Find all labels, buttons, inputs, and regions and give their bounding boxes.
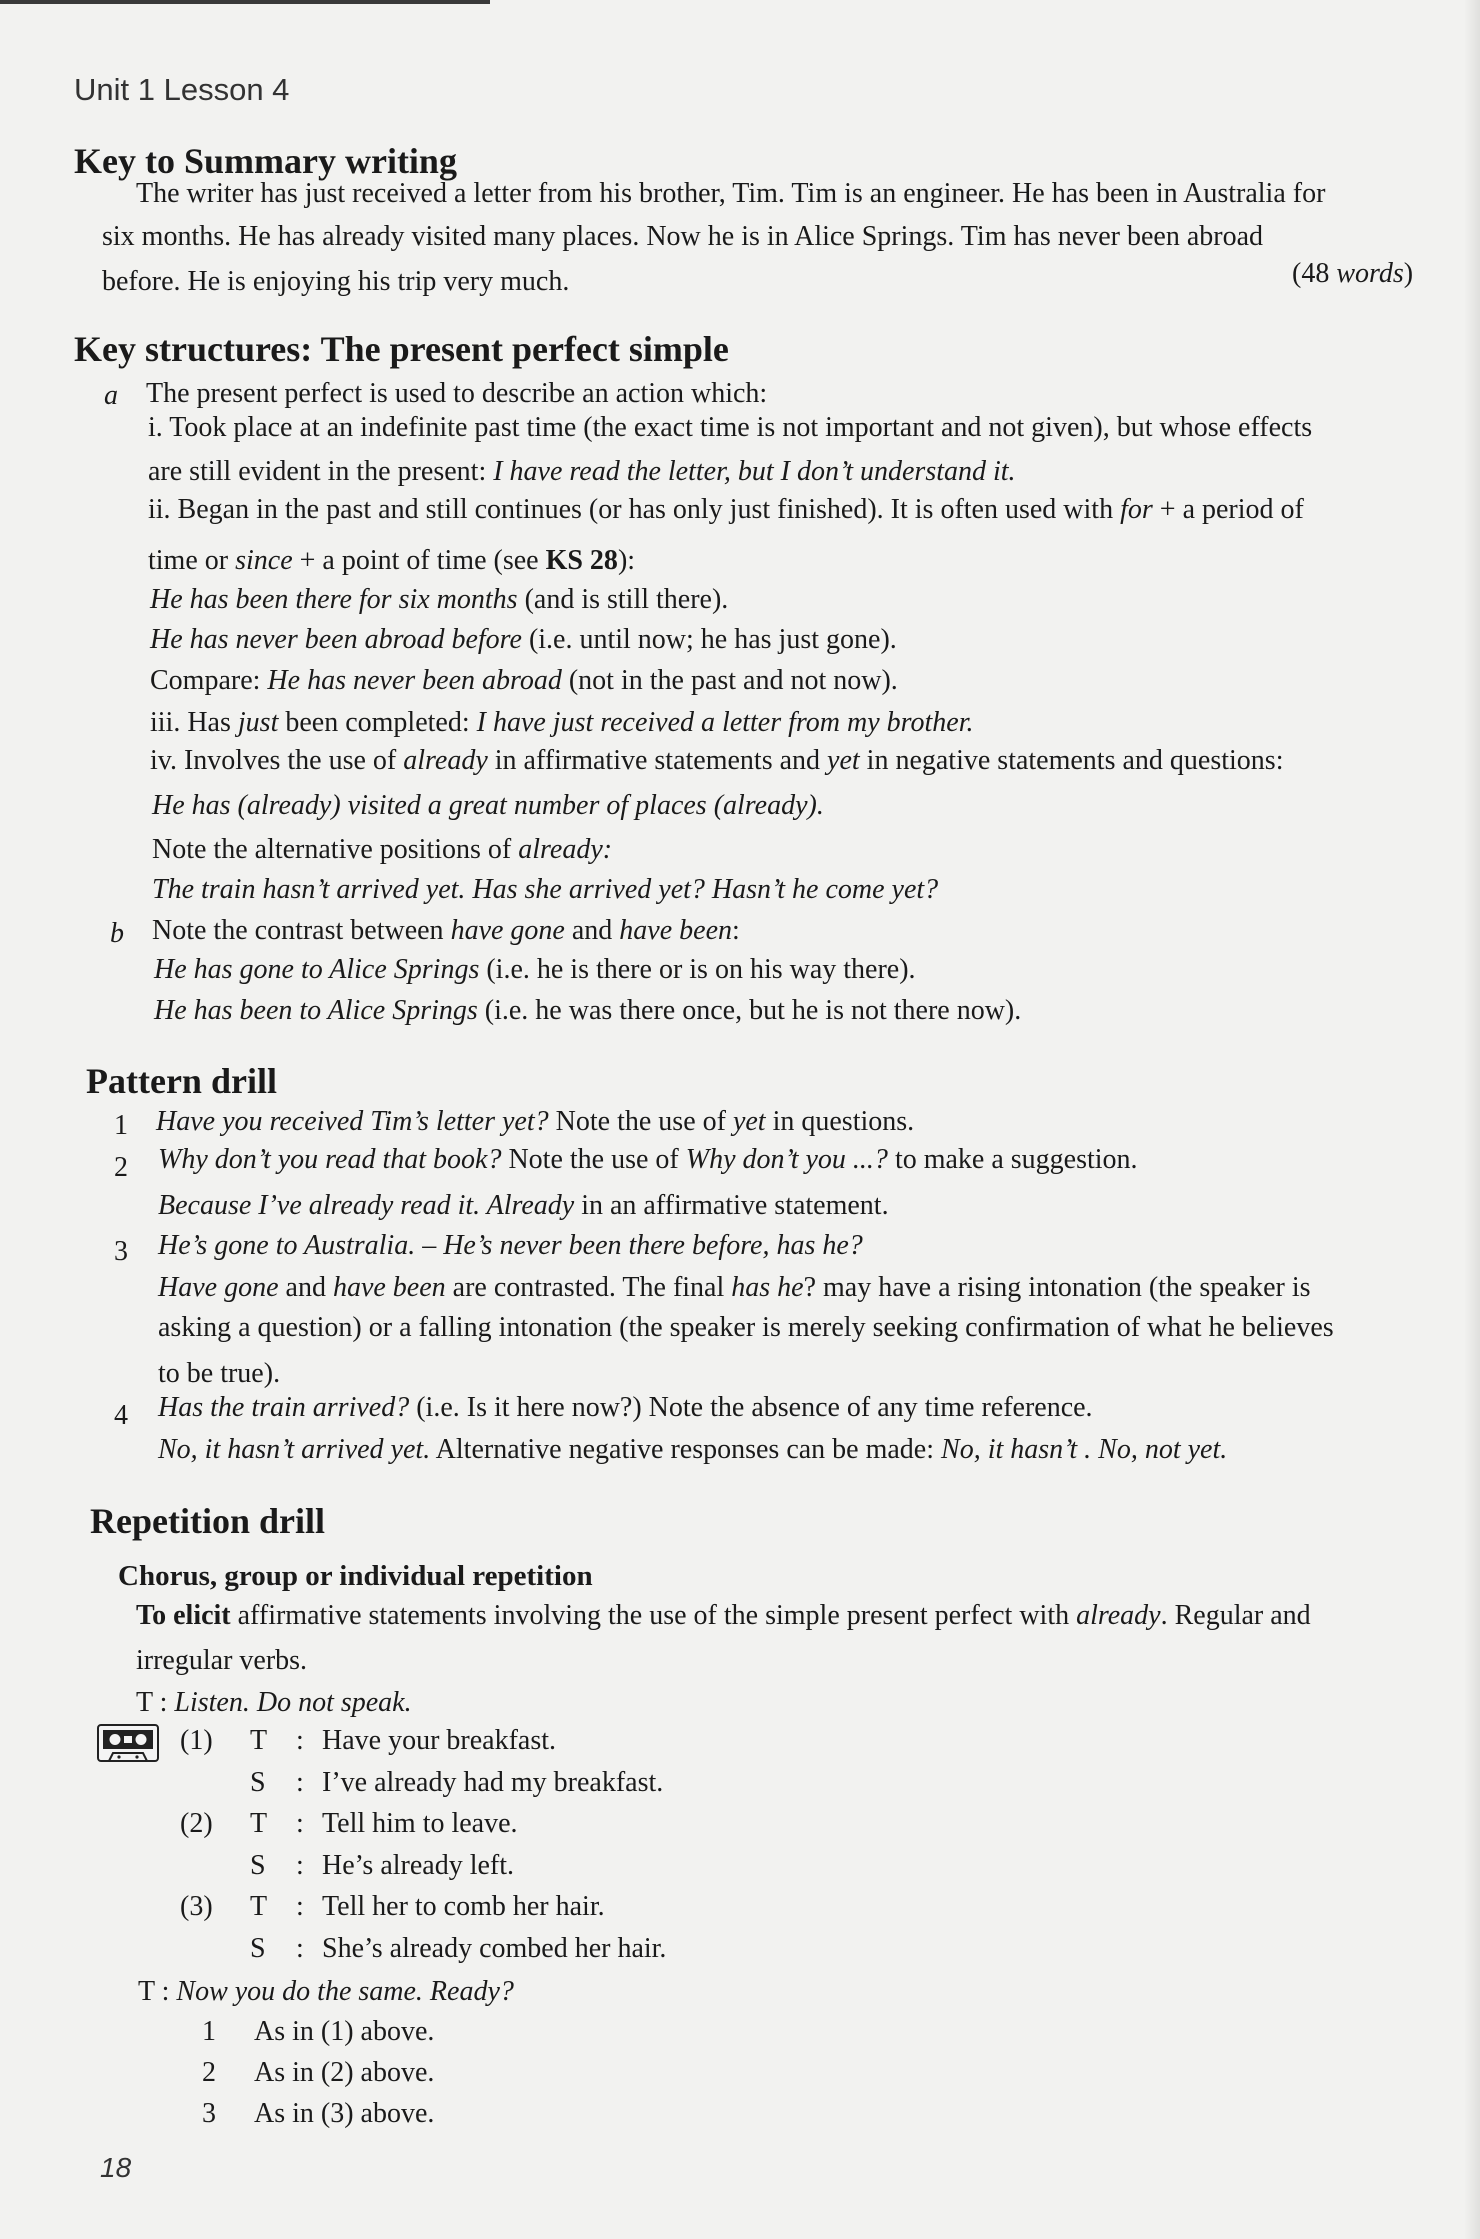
pattern-4: Has the train arrived? (i.e. Is it here now?) Note the absence of any time reference. (158, 1392, 1093, 1423)
summary-line-1: The writer has just received a letter from his brother, Tim. Tim is an engineer. He has been in Australia for (136, 178, 1326, 209)
item-a-marker: a (104, 380, 118, 411)
drill-row-text: Have your breakfast. (322, 1725, 557, 1756)
pattern-3-line-3: asking a question) or a falling intonation (the speaker is merely seeking confirmation of what he believes (158, 1312, 1334, 1343)
compare-line: Compare: He has never been abroad (not in the past and not now). (150, 665, 898, 696)
unit-lesson-header: Unit 1 Lesson 4 (74, 72, 290, 107)
example-1: He has been there for six months (and is still there). (150, 584, 729, 615)
summary-line-3: before. He is enjoying his trip very much. (102, 266, 570, 297)
drill-row-text: Tell her to comb her hair. (322, 1891, 605, 1922)
drill-row-speaker: T (250, 1808, 268, 1839)
practice-item-text: As in (2) above. (254, 2057, 435, 2088)
cassette-tape-icon (97, 1724, 159, 1762)
example-2: He has never been abroad before (i.e. until now; he has just gone). (150, 624, 897, 655)
point-ii-line-1: ii. Began in the past and still continues (or has only just finished). It is often used with for + a period of (148, 494, 1304, 525)
pattern-3-line-2: Have gone and have been are contrasted. The final has he? may have a rising intonation (the speaker is (158, 1272, 1311, 1303)
practice-item-number: 3 (202, 2098, 216, 2129)
point-iii: iii. Has just been completed: I have just received a letter from my brother. (150, 707, 974, 738)
example-3: He has (already) visited a great number of places (already). (152, 790, 824, 821)
pattern-4-line-2: No, it hasn’t arrived yet. Alternative negative responses can be made: No, it hasn’t . No, not yet. (158, 1434, 1228, 1465)
elicit-line-1: To elicit affirmative statements involving the use of the simple present perfect with already. Regular and (136, 1600, 1311, 1631)
drill-row-colon: : (296, 1850, 304, 1881)
point-iv: iv. Involves the use of already in affirmative statements and yet in negative statements and questions: (150, 745, 1284, 776)
pattern-3: He’s gone to Australia. – He’s never been there before, has he? (158, 1230, 863, 1261)
elicit-line-2: irregular verbs. (136, 1645, 308, 1676)
drill-row-speaker: S (250, 1933, 266, 1964)
note-line: Note the alternative positions of already: (152, 834, 613, 865)
drill-row-speaker: S (250, 1767, 266, 1798)
example-4: The train hasn’t arrived yet. Has she arrived yet? Hasn’t he come yet? (152, 874, 939, 905)
item-b-text: Note the contrast between have gone and have been: (152, 915, 740, 946)
point-i-line-1: i. Took place at an indefinite past time (the exact time is not important and not given), but whose effects (148, 412, 1313, 443)
item-b-marker: b (110, 918, 124, 949)
pattern-num-4: 4 (114, 1400, 128, 1431)
pattern-num-3: 3 (114, 1236, 128, 1267)
repetition-subheading: Chorus, group or individual repetition (118, 1560, 593, 1592)
pattern-2-continued: Because I’ve already read it. Already in an affirmative statement. (158, 1190, 889, 1221)
drill-row-speaker: S (250, 1850, 266, 1881)
repetition-heading: Repetition drill (90, 1501, 325, 1541)
drill-row-speaker: T (250, 1891, 268, 1922)
point-i-line-2: are still evident in the present: I have read the letter, but I don’t understand it. (148, 456, 1016, 487)
pattern-heading: Pattern drill (86, 1061, 277, 1101)
drill-row-colon: : (296, 1808, 304, 1839)
example-5: He has gone to Alice Springs (i.e. he is there or is on his way there). (154, 954, 916, 985)
drill-row-number: (3) (180, 1891, 213, 1922)
practice-item-number: 1 (202, 2016, 216, 2047)
drill-row-text: She’s already combed her hair. (322, 1933, 667, 1964)
practice-item-number: 2 (202, 2057, 216, 2088)
drill-row-speaker: T (250, 1725, 268, 1756)
page-number: 18 (100, 2152, 132, 2183)
summary-heading: Key to Summary writing (74, 141, 457, 181)
pattern-2: Why don’t you read that book? Note the use of Why don’t you ...? to make a suggestion. (158, 1144, 1138, 1175)
now-instruction: T : Now you do the same. Ready? (138, 1976, 514, 2007)
drill-row-number: (1) (180, 1725, 213, 1756)
example-6: He has been to Alice Springs (i.e. he was there once, but he is not there now). (154, 995, 1022, 1026)
pattern-1: Have you received Tim’s letter yet? Note the use of yet in questions. (156, 1106, 915, 1137)
pattern-num-2: 2 (114, 1152, 128, 1183)
drill-row-colon: : (296, 1767, 304, 1798)
listen-instruction: T : Listen. Do not speak. (136, 1687, 412, 1718)
drill-row-text: He’s already left. (322, 1850, 515, 1881)
summary-line-2: six months. He has already visited many places. Now he is in Alice Springs. Tim has never been abroad (102, 221, 1264, 252)
structures-heading: Key structures: The present perfect simple (74, 329, 729, 369)
item-a-text: The present perfect is used to describe an action which: (146, 378, 768, 409)
pattern-3-line-4: to be true). (158, 1358, 281, 1389)
drill-row-colon: : (296, 1891, 304, 1922)
drill-row-colon: : (296, 1725, 304, 1756)
pattern-num-1: 1 (114, 1110, 128, 1141)
practice-item-text: As in (1) above. (254, 2016, 435, 2047)
word-count: (48 words) (1292, 258, 1414, 289)
point-ii-line-2: time or since + a point of time (see KS 28): (148, 545, 636, 576)
drill-row-text: I’ve already had my breakfast. (322, 1767, 664, 1798)
drill-row-colon: : (296, 1933, 304, 1964)
practice-item-text: As in (3) above. (254, 2098, 435, 2129)
drill-row-number: (2) (180, 1808, 213, 1839)
drill-row-text: Tell him to leave. (322, 1808, 518, 1839)
top-edge-bar (0, 0, 490, 4)
page-edge-shadow (1464, 0, 1480, 2239)
